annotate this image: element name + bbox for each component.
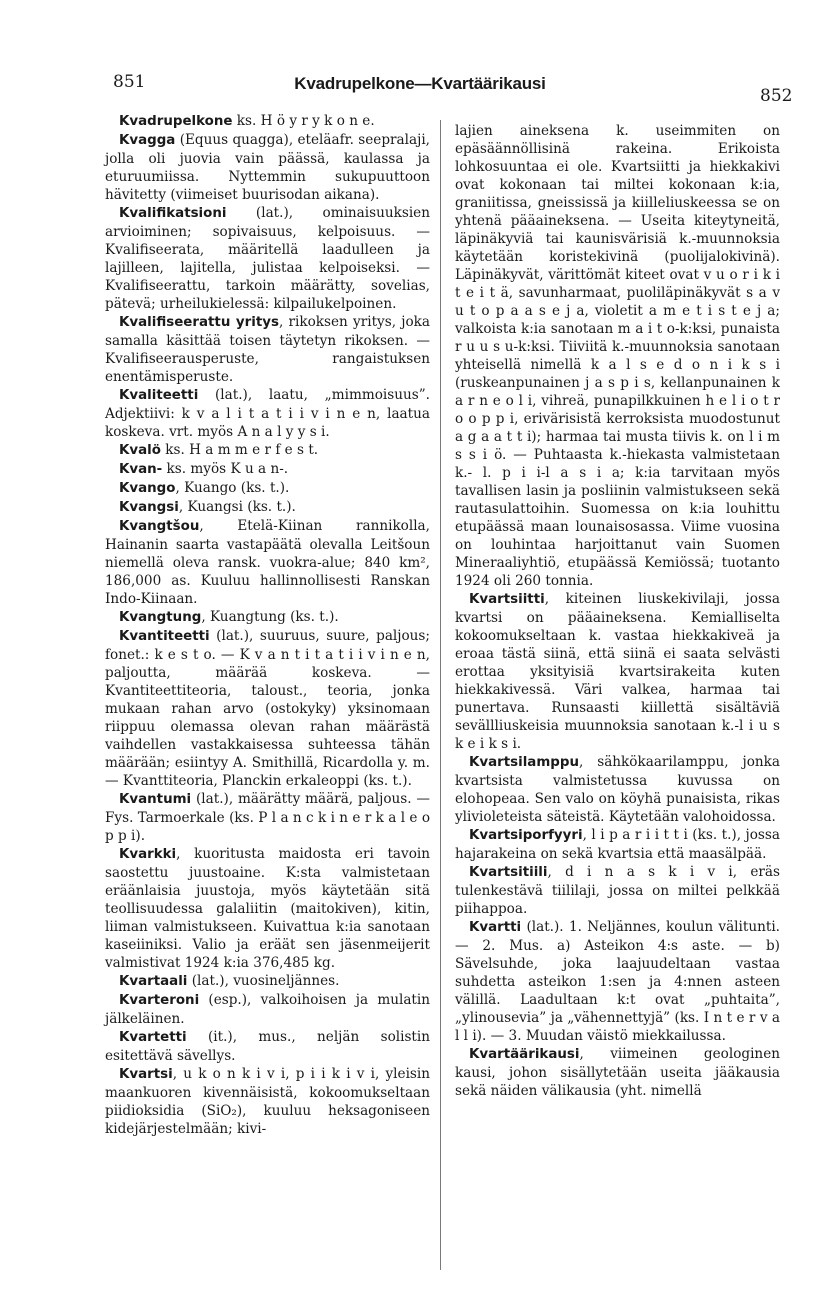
entry-headword: Kvango: [119, 481, 176, 496]
entry-text: (lat.), määrätty määrä, paljous. — Fys. Tarmoerkale (ks. P l a n c k i n e r k a l e o p p i).: [105, 791, 430, 844]
entry-text: (lat.). 1. Neljännes, koulun välitunti. — 2. Mus. a) Asteikon 4:s aste. — b) Sävelsuhde, joka laajuudeltaan vastaa suhdetta asteikon 1:sen ja 4:nnen asteen välillä. Laadultaan k:t ovat „puhtaita”, „ylinousevia” ja „vähennettyjä” (ks. I n t e r v a l l i). — 3. Muudan väistö miekkailussa.: [455, 919, 780, 1044]
dictionary-entry: [105, 1065, 430, 1138]
entry-headword: Kvadrupelkone: [119, 114, 233, 129]
entry-text: , Kuangsi (ks. t.).: [178, 499, 296, 515]
dictionary-entry: [455, 122, 780, 590]
right-page-number: 852: [760, 86, 793, 106]
dictionary-entry: [105, 608, 430, 627]
entry-headword: Kvartsiporfyyri: [469, 828, 583, 843]
dictionary-entry: [105, 131, 430, 204]
dictionary-entry: [105, 441, 430, 460]
dictionary-entry: [105, 517, 430, 608]
entry-headword: Kvantumi: [119, 792, 192, 807]
entry-headword: Kvartsitiili: [469, 865, 548, 880]
dictionary-entry: [455, 590, 780, 753]
entry-text: (lat.), laatu, „mimmoisuus”. Adjektiivi: k v a l i t a t i i v i n e n, laatua koskeva. vrt. myös A n a l y y s i.: [105, 387, 430, 440]
entry-headword: Kvarkki: [119, 847, 177, 862]
entry-headword: Kvagga: [119, 133, 176, 148]
entry-text: , Kuangtung (ks. t.).: [201, 609, 339, 625]
dictionary-entry: [455, 826, 780, 863]
entry-text: , rikoksen yritys, joka samalla käsittää toisen täytetyn rikoksen. — Kvalifiseerausperuste, rangaistuksen enentämisperuste.: [105, 314, 430, 385]
entry-headword: Kvan-: [119, 462, 163, 477]
dictionary-entry: [455, 753, 780, 826]
dictionary-entry: [455, 863, 780, 918]
dictionary-entry: [105, 972, 430, 991]
entry-headword: Kvangsi: [119, 500, 179, 515]
dictionary-entry: [105, 627, 430, 790]
entry-headword: Kvalifikatsioni: [119, 206, 227, 221]
entry-headword: Kvantiteetti: [119, 629, 210, 644]
dictionary-entry: [455, 918, 780, 1045]
dictionary-entry: [105, 479, 430, 498]
entry-text: , kuoritusta maidosta eri tavoin saostettu juustoaine. K:sta valmistetaan eräänlaisia juustoja, myös käytetään sitä teollisuudessa galaliitin (maitokiven), kitin, liiman valmistukseen. Kuivattua k:ia sanotaan kaseiiniksi. Valio ja eräät sen jäsenmeijerit valmistivat 1924 k:ia 376,485 kg.: [105, 846, 430, 971]
left-page-number: 851: [113, 72, 146, 92]
right-column: [455, 122, 780, 1100]
entry-headword: Kvartsiitti: [469, 592, 545, 607]
entry-text: , kiteinen liuskekivilaji, jossa kvartsi on pääaineksena. Kemialliselta kokoomukseltaan k. vastaa hiekkakiveä ja eroaa tästä siinä, että siinä ei saata selvästi erottaa yksityisiä kvartsirakeita kuten hiekkakivessä. Väri valkea, harmaa tai punertava. Runsaasti kiillettä sisältäviä sevällliuskeisia muunnoksia sanotaan k.-l i u s k e i k s i.: [455, 591, 780, 752]
entry-headword: Kvalifiseerattu yritys: [119, 315, 279, 330]
entry-text: , Kuango (ks. t.).: [175, 480, 290, 496]
entry-headword: Kvartäärikausi: [469, 1047, 580, 1062]
entry-text: , Etelä-Kiinan rannikolla, Hainanin saarta vastapäätä olevalla Leitšoun niemellä oleva ransk. vuokra-alue; 840 km², 186,000 as. Kuuluu hallinnollisesti Ranskan Indo-Kiinaan.: [105, 518, 430, 607]
entry-text: (esp.), valkoihoisen ja mulatin jälkeläinen.: [105, 992, 430, 1027]
entry-headword: Kvangtung: [119, 610, 202, 625]
dictionary-entry: [105, 460, 430, 479]
entry-headword: Kvartetti: [119, 1030, 187, 1045]
entry-text: ks. H ö y r y k o n e.: [232, 113, 375, 129]
entry-text: (Equus quagga), eteläafr. seepralaji, jolla oli juovia vain päässä, kaulassa ja eturuumiissa. Nyttemmin sukupuuttoon hävitetty (viimeiset buurisodan aikana).: [105, 132, 430, 203]
dictionary-entry: [105, 386, 430, 441]
entry-headword: Kvartsilamppu: [469, 755, 579, 770]
entry-text: , viimeinen geologinen kausi, johon sisällytetään useita jääkausia sekä näiden välikausia (yht. nimellä: [455, 1046, 780, 1099]
entry-text: (it.), mus., neljän solistin esitettävä sävellys.: [105, 1029, 430, 1064]
entry-headword: Kvalö: [119, 443, 161, 458]
dictionary-entry: [105, 991, 430, 1028]
entry-text: lajien aineksena k. useimmiten on epäsäännöllisinä rakeina. Erikoista lohkosuuntaa ei ole. Kvartsiitti ja hiekkakivi ovat kokonaan tai miltei kokonaan k:ia, graniitissa, gneississä ja kiilleliuskeessa se on yhtenä pääaineksena. — Useita kiteytyneitä, läpinäkyviä tai kaunisvärisiä k.-muunnoksia käytetään koristekivinä (puolijalokivinä). Läpinäkyvät, värittömät kiteet ovat v u o r i k i t e i t ä, savunharmaat, puoliläpinäkyvät s a v u t o p a a s e j a, violetit a m e t i s t e j a; valkoista k:ia sanotaan m a i t o-k:ksi, punaista r u u s u-k:ksi. Tiiviitä k.-muunnoksia sanotaan yhteisellä nimellä k a l s e d o n i k s i (ruskeanpunainen j a s p i s, kellanpunainen k a r n e o l i, vihreä, punapilkkuinen h e l i o t r o o p p i, erivärisistä kerroksista muodostunut a g a a t t i); harmaa tai musta tiivis k. on l i m s s i ö. — Puhtaasta k.-hiekasta valmistetaan k.- l. p i i-l a s i a; k:ia tarvitaan myös tavallisen lasin ja posliinin valmistukseen sekä rautasulattoihin. Suomessa on k:ia louhittu etupäässä maan lounaisosassa. Viime vuosina on louhintaa harjoittanut vain Suomen Mineraaliyhtiö, etupäässä Kemiössä; tuotanto 1924 oli 260 tonnia.: [455, 123, 780, 589]
entry-headword: Kvartsi: [119, 1067, 173, 1082]
dictionary-entry: [455, 1045, 780, 1100]
entry-text: ks. myös K u a n-.: [162, 461, 289, 477]
entry-text: (lat.), ominaisuuksien arvioiminen; sopivaisuus, kelpoisuus. — Kvalifiseerata, määritellä laadulleen ja lajilleen, lajitella, julistaa kelpoiseksi. — Kvalifiseerattu, tarkoin määrätty, sovelias, pätevä; urheilukielessä: kilpailukelpoinen.: [105, 205, 430, 312]
entry-headword: Kvangtšou: [119, 519, 200, 534]
entry-text: (lat.), suuruus, suure, paljous; fonet.: k e s t o. — K v a n t i t a t i i v i n e n, paljoutta, määrää koskeva. — Kvantiteettiteoria, taloust., teoria, jonka mukaan rahan arvo (ostokyky) yksinomaan riippuu olemassa olevan rahan määrästä vaihdellen vastakkaisessa suhteessa tähän määrään; esiintyy A. Smithillä, Ricardolla y. m. — Kvanttiteoria, Planckin erkaleoppi (ks. t.).: [105, 628, 430, 789]
dictionary-entry: [105, 498, 430, 517]
entry-headword: Kvartaali: [119, 974, 188, 989]
dictionary-entry: [105, 845, 430, 972]
dictionary-entry: [105, 112, 430, 131]
dictionary-entry: [105, 313, 430, 386]
dictionary-entry: [105, 790, 430, 845]
entry-text: , l i p a r i i t t i (ks. t.), jossa hajarakeina on sekä kvartsia että maasälpää.: [455, 827, 780, 862]
entry-headword: Kvarteroni: [119, 993, 200, 1008]
left-column: [105, 112, 430, 1138]
entry-text: , u k o n k i v i, p i i k i v i, yleisin maankuoren kivennäisistä, kokoomukseltaan piidioksidia (SiO₂), kuuluu heksagoniseen kidejärjestelmään; kivi-: [105, 1066, 430, 1137]
entry-text: (lat.), vuosineljännes.: [187, 973, 340, 989]
dictionary-entry: [105, 204, 430, 313]
entry-headword: Kvaliteetti: [119, 388, 199, 403]
entry-text: , d i n a s k i v i, eräs tulenkestävä tiililaji, jossa on miltei pelkkää piihappoa.: [455, 864, 780, 917]
running-head: Kvadrupelkone—Kvartäärikausi: [294, 74, 546, 93]
entry-text: , sähkökaarilamppu, jonka kvartsista valmistetussa kuvussa on elohopeaa. Sen valo on köyhä punaisista, rikas ylivioleteista säteistä. Käytetään valohoidossa.: [455, 754, 780, 825]
entry-headword: Kvartti: [469, 920, 522, 935]
column-divider: [440, 120, 441, 1270]
entry-text: ks. H a m m e r f e s t.: [160, 442, 319, 458]
dictionary-entry: [105, 1028, 430, 1065]
